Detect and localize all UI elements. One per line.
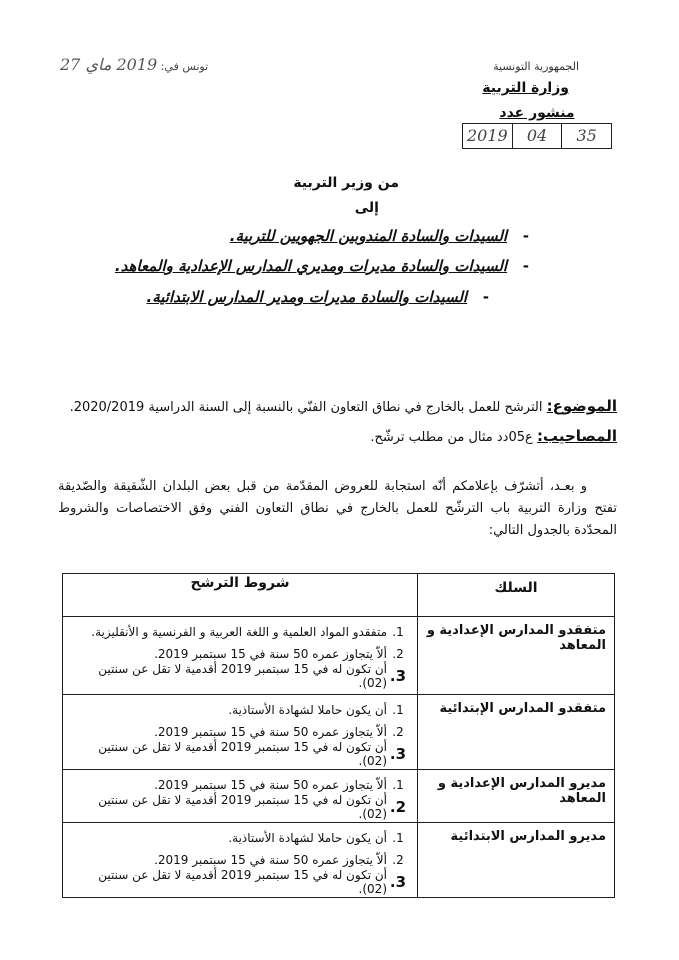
conditions-cell — [63, 823, 418, 898]
date-line — [60, 55, 208, 74]
condition-item — [71, 740, 409, 768]
date-prefix: تونس في: — [160, 60, 209, 73]
header-corps: السلك — [418, 574, 615, 617]
circular-number-box — [462, 105, 612, 149]
condition-number: 3. — [389, 745, 407, 763]
condition-text: أن يكون حاملا لشهادة الأستاذية. — [228, 703, 387, 717]
condition-text: أن تكون له في 15 سبتمبر 2019 أقدمية لا تقل عن سنتين (02). — [98, 662, 387, 690]
condition-text: أن تكون له في 15 سبتمبر 2019 أقدمية لا تقل عن سنتين (02). — [98, 740, 387, 768]
condition-number: 1. — [392, 703, 404, 717]
table-header-row — [63, 574, 615, 617]
circular-label: منشور عدد — [499, 105, 575, 121]
attachments-line — [60, 427, 617, 445]
recipient-2: السيدات والسادة مديرات ومديري المدارس الإعدادية والمعاهد. — [114, 257, 508, 275]
condition-number: 2. — [392, 647, 404, 661]
circular-number-index: 35 — [576, 126, 597, 145]
circular-number-grid — [462, 123, 612, 149]
conditions-table — [62, 573, 615, 898]
condition-item — [71, 621, 409, 643]
condition-item — [71, 793, 409, 821]
table-row — [63, 695, 615, 770]
recipient-line-1: - السيدات والسادة المندوبين الجهويين للتربية. — [229, 227, 529, 245]
condition-item — [71, 662, 409, 690]
republic-label: الجمهورية التونسية — [493, 60, 579, 73]
condition-number: 1. — [392, 778, 404, 792]
condition-number: 1. — [392, 625, 404, 639]
condition-text: أن يكون حاملا لشهادة الأستاذية. — [228, 831, 387, 845]
condition-number: 3. — [389, 667, 407, 685]
condition-number: 3. — [389, 873, 407, 891]
corps-cell: مديرو المدارس الابتدائية — [418, 823, 615, 898]
ministry-label: وزارة التربية — [482, 80, 569, 96]
condition-text: ألاّ يتجاوز عمره 50 سنة في 15 سبتمبر 2019. — [154, 647, 387, 661]
conditions-cell — [63, 695, 418, 770]
date-handwritten: 2019 ماي 27 — [60, 55, 158, 74]
subject-text: الترشح للعمل بالخارج في نطاق التعاون الفنّي بالنسبة إلى السنة الدراسية 2020/2019. — [69, 400, 543, 415]
condition-text: أن تكون له في 15 سبتمبر 2019 أقدمية لا تقل عن سنتين (02). — [98, 793, 387, 821]
recipient-3: السيدات والسادة مديرات ومدير المدارس الابتدائية. — [146, 288, 468, 306]
corps-cell: متفقدو المدارس الإبتدائية — [418, 695, 615, 770]
corps-cell: مديرو المدارس الإعدادية و المعاهد — [418, 770, 615, 823]
condition-text: متفقدو المواد العلمية و اللغة العربية و الفرنسية و الأنقليزية. — [91, 625, 387, 639]
table-row — [63, 770, 615, 823]
table-row — [63, 617, 615, 695]
circular-number-year: 2019 — [463, 124, 513, 148]
conditions-cell — [63, 617, 418, 695]
condition-number: 2. — [392, 725, 404, 739]
corps-cell: متفقدو المدارس الإعدادية و المعاهد — [418, 617, 615, 695]
condition-text: ألاّ يتجاوز عمره 50 سنة في 15 سبتمبر 2019. — [154, 853, 387, 867]
attachments-text: ع05دد مثال من مطلب ترشّح. — [370, 430, 533, 445]
subject-label: الموضوع: — [546, 397, 617, 415]
from-line: من وزير التربية — [293, 175, 399, 191]
subject-line — [60, 397, 617, 415]
circular-number-part: 04 — [513, 124, 563, 148]
recipient-1: السيدات والسادة المندوبين الجهويين للتربية. — [229, 227, 508, 245]
condition-item — [71, 699, 409, 721]
condition-text: ألاّ يتجاوز عمره 50 سنة في 15 سبتمبر 2019. — [154, 778, 387, 792]
to-line: إلى — [354, 200, 379, 216]
condition-number: 2. — [392, 853, 404, 867]
condition-text: أن تكون له في 15 سبتمبر 2019 أقدمية لا تقل عن سنتين (02). — [98, 868, 387, 896]
recipient-line-3: - السيدات والسادة مديرات ومدير المدارس الابتدائية. — [146, 288, 489, 306]
condition-text: ألاّ يتجاوز عمره 50 سنة في 15 سبتمبر 2019. — [154, 725, 387, 739]
attachments-label: المصاحيب: — [536, 427, 617, 445]
conditions-cell — [63, 770, 418, 823]
condition-item — [71, 868, 409, 896]
header-conditions: شروط الترشح — [63, 574, 418, 617]
condition-number: 1. — [392, 831, 404, 845]
condition-item — [71, 827, 409, 849]
body-paragraph: و بعـد، أتشرّف بإعلامكم أنّه استجابة للعروض المقدّمة من قبل بعض البلدان الشّقيقة والصّديقة تفتح وزارة التربية باب الترشّح للعمل بالخارج في نطاق التعاون الفني وفق الاختصاصات والشروط المحدّدة بالجدول التالي: — [58, 479, 617, 538]
condition-number: 2. — [389, 798, 407, 816]
table-row — [63, 823, 615, 898]
recipient-line-2: - السيدات والسادة مديرات ومديري المدارس الإعدادية والمعاهد. — [114, 257, 529, 275]
